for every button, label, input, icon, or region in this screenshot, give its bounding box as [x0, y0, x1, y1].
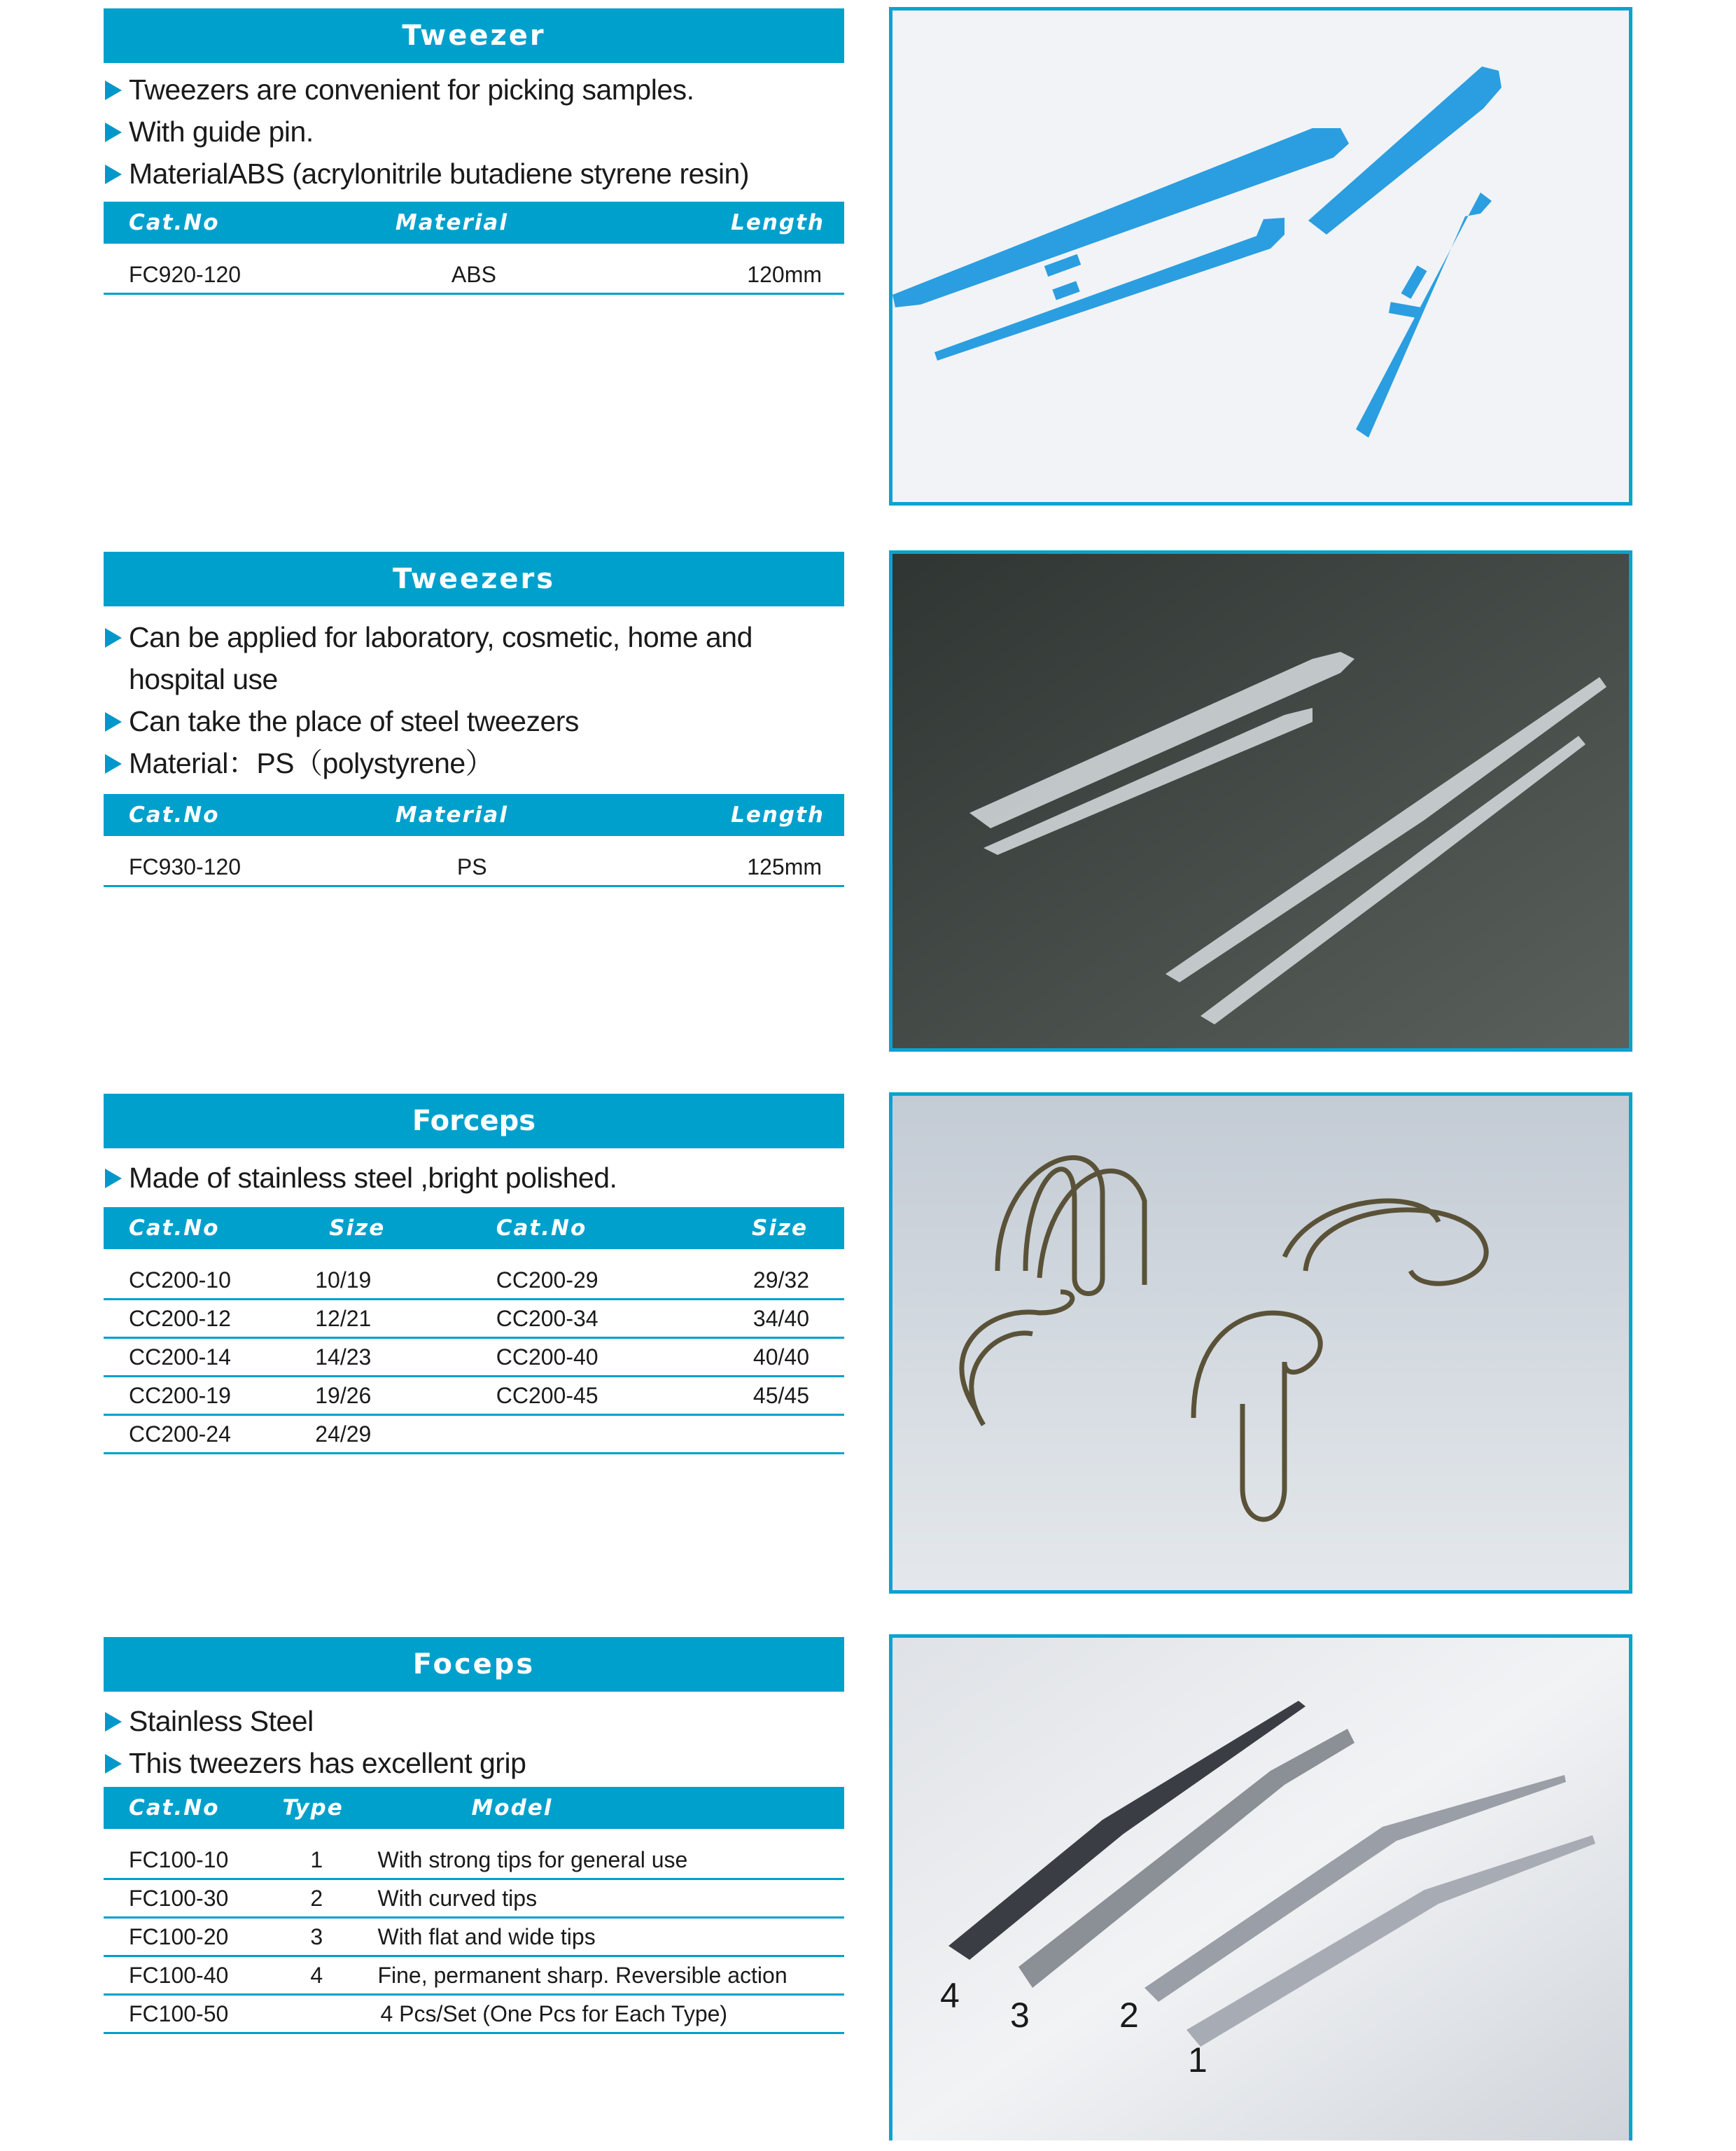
table-row: CC200-12 12/21 CC200-34 34/40 — [104, 1300, 844, 1338]
feature-item: Can be applied for laboratory, cosmetic, home and hospital use — [104, 616, 844, 700]
product-photo-joint-clips — [889, 1092, 1632, 1594]
clear-tweezers-illustration — [892, 554, 1629, 1048]
table-row: FC100-40 4 Fine, permanent sharp. Reversible action — [104, 1956, 844, 1995]
size-table — [104, 1207, 844, 1454]
bullet-arrow-icon — [105, 628, 122, 648]
section-title: Tweezers — [104, 552, 844, 606]
feature-item: Can take the place of steel tweezers — [104, 700, 844, 742]
table-row: CC200-14 14/23 CC200-40 40/40 — [104, 1338, 844, 1377]
table-row: FC930-120 PS 125mm — [104, 849, 844, 886]
blue-tweezers-illustration — [892, 11, 1629, 502]
feature-item: With guide pin. — [104, 111, 844, 153]
feature-item: Tweezers are convenient for picking samples. — [104, 69, 844, 111]
product-photo-steel-forceps — [889, 1634, 1632, 2140]
section-title: Forceps — [104, 1094, 844, 1148]
section-tweezer-abs — [104, 8, 844, 295]
bullet-arrow-icon — [105, 1754, 122, 1774]
spec-table — [104, 794, 844, 887]
feature-item: MaterialABS (acrylonitrile butadiene styrene resin) — [104, 153, 844, 195]
bullet-arrow-icon — [105, 165, 122, 184]
bullet-arrow-icon — [105, 1712, 122, 1732]
clip-illustration — [892, 1096, 1629, 1590]
column-header: Cat.No — [104, 794, 370, 836]
section-steel-forceps — [104, 1637, 844, 2034]
column-header: Cat.No — [104, 202, 370, 244]
product-photo-abs-tweezers — [889, 7, 1632, 506]
photo-label: 2 — [1119, 1996, 1139, 2035]
feature-item: Material：PS（polystyrene） — [104, 742, 844, 784]
column-header: Cat.No — [104, 1207, 311, 1249]
column-header: Cat.No — [104, 1787, 274, 1829]
column-header: Material — [370, 202, 666, 244]
feature-list — [104, 1692, 844, 1784]
model-table — [104, 1787, 844, 2034]
column-header: Size — [711, 1207, 844, 1249]
spec-table — [104, 202, 844, 295]
photo-label: 4 — [940, 1976, 960, 2015]
column-header: Size — [311, 1207, 496, 1249]
photo-label: 1 — [1188, 2040, 1208, 2080]
bullet-arrow-icon — [105, 81, 122, 100]
table-row: FC100-20 3 With flat and wide tips — [104, 1918, 844, 1956]
section-title: Tweezer — [104, 8, 844, 63]
table-row: FC920-120 ABS 120mm — [104, 256, 844, 294]
section-tweezers-ps — [104, 552, 844, 887]
table-row: CC200-10 10/19 CC200-29 29/32 — [104, 1262, 844, 1300]
section-title: Foceps — [104, 1637, 844, 1692]
table-row: CC200-19 19/26 CC200-45 45/45 — [104, 1377, 844, 1415]
column-header: Length — [666, 794, 844, 836]
feature-list — [104, 1148, 844, 1199]
table-row: CC200-24 24/29 — [104, 1415, 844, 1454]
table-row: FC100-30 2 With curved tips — [104, 1879, 844, 1918]
feature-list — [104, 606, 844, 784]
column-header: Cat.No — [496, 1207, 711, 1249]
feature-item: Made of stainless steel ,bright polished. — [104, 1157, 844, 1199]
table-row: FC100-10 1 With strong tips for general use — [104, 1842, 844, 1879]
bullet-arrow-icon — [105, 712, 122, 732]
photo-label: 3 — [1010, 1996, 1030, 2035]
steel-forceps-illustration — [892, 1638, 1629, 2140]
column-header: Material — [370, 794, 666, 836]
column-header: Model — [377, 1787, 844, 1829]
column-header: Type — [274, 1787, 377, 1829]
table-row: FC100-50 4 Pcs/Set (One Pcs for Each Type) — [104, 1995, 844, 2033]
feature-item: Stainless Steel — [104, 1700, 844, 1742]
product-photo-ps-tweezers — [889, 550, 1632, 1052]
feature-item: This tweezers has excellent grip — [104, 1742, 844, 1784]
bullet-arrow-icon — [105, 123, 122, 142]
section-forceps-clips — [104, 1094, 844, 1454]
feature-list — [104, 63, 844, 195]
bullet-arrow-icon — [105, 754, 122, 774]
bullet-arrow-icon — [105, 1169, 122, 1188]
column-header: Length — [666, 202, 844, 244]
